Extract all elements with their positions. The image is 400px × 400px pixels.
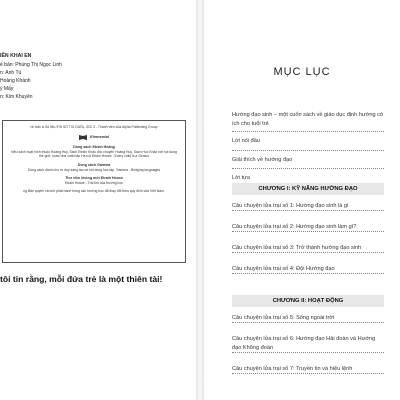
chapter-2-list <box>232 310 384 382</box>
chapter-1-heading[interactable]: CHƯƠNG I: KỸ NĂNG HƯỚNG ĐẠO <box>232 183 384 195</box>
credit-row: n: Anh Tú <box>0 70 22 76</box>
chapter-1-list <box>232 198 384 282</box>
left-page <box>0 0 196 400</box>
right-page <box>204 0 400 400</box>
chapter-2-heading[interactable]: CHƯƠNG II: HOẠT ĐỘNG <box>232 295 384 307</box>
credit-row: n: Kim Khuyên <box>0 94 33 100</box>
section-label: Dòng sách Etrain Hoàng <box>73 145 115 150</box>
section-label: Dòng sách Gamma <box>77 162 111 167</box>
publisher-info-box <box>2 120 186 263</box>
toc-entry[interactable]: Giải thích về hướng đạo <box>232 156 384 175</box>
section-text: hiệu sách hoạt hình thuộc Hoàng Huy, Sách Etrain Khảo đọc chuyên Hoàng Huy, Sách Học Khảo với nội dung thế giới, hoàn nhà xuất bản Hà nội Etrain House - Every child is a Genius <box>11 149 177 159</box>
toc-entry[interactable]: Câu chuyện lửa trại số 7: Truyền tin và hiệu lệnh <box>232 361 384 382</box>
brand-logo <box>9 134 179 142</box>
toc-entry[interactable]: Câu chuyện lửa trại số 6: Hướng đạo Hải đoàn và Hướng đạo Không đoàn <box>232 331 384 361</box>
slogan: tôi tin rằng, mỗi đứa trẻ là một thiên tài! <box>0 274 163 284</box>
toc-entry[interactable]: Câu chuyện lửa trại số 3: Trở thành hướng đạo sinh <box>232 240 384 261</box>
toc-entry[interactable]: Lời nói đầu <box>232 137 384 156</box>
book-icon <box>79 134 87 142</box>
toc-entry[interactable]: Câu chuyện lửa trại số 2: Hướng đạo sinh làm gì? <box>232 219 384 240</box>
credit-row: Hoàng Khánh <box>0 78 31 84</box>
credit-row: ế bản: Phùng Thị Ngọc Linh <box>0 62 62 68</box>
section-text: Etrain House - Trái tim của trường học <box>65 180 123 185</box>
credits-heading: IÊN KHAI EN <box>0 53 32 59</box>
book-gutter <box>196 0 204 400</box>
section-label: Thư viện không mới Etrain House <box>65 176 123 181</box>
credits-block <box>0 52 190 101</box>
box-footer-text: ng Bản quyền và tính phát hành trong các trường học đã thay đổi theo quy định của Việt Nam. <box>23 189 165 194</box>
section-text: Dòng sách dành cho tư duy sáng tạo và nội dung học tập. Gamma - Bridging languages <box>27 167 161 172</box>
toc-entry[interactable]: Hướng đạo sinh – một cuốn sách về giáo dục định hướng có ích cho tuổi trẻ <box>232 111 384 137</box>
toc-entry[interactable]: Câu chuyện lửa trại số 1: Hướng đạo sinh là gì <box>232 198 384 219</box>
toc-entry[interactable]: Lời tựa <box>232 174 384 193</box>
credit-row: ý Mấy <box>0 86 14 92</box>
brand-name: Elemental <box>90 134 109 140</box>
publisher-top-line: nh bản & Số liệu 978 SỐ TIG DATA, JSC 3 - Thành viên của Alpha Publishing Group <box>30 125 158 129</box>
toc-entry[interactable]: Câu chuyện lửa trại số 5: Sống ngoài trời <box>232 310 384 331</box>
toc-title: MỤC LỤC <box>273 66 331 78</box>
toc-intro-list <box>232 111 384 193</box>
toc-entry[interactable]: Câu chuyện lửa trại số 4: Đội Hướng đạo <box>232 261 384 282</box>
